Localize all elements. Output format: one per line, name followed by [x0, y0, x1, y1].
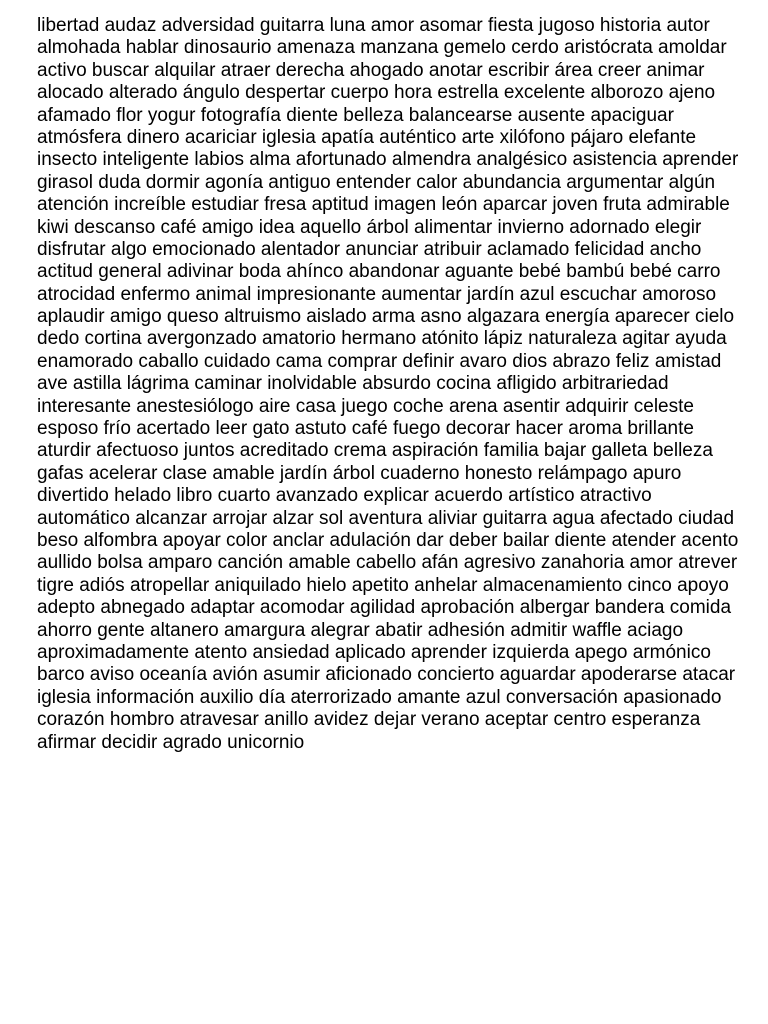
text-line: dedo cortina avergonzado amatorio hermano atónito lápiz naturaleza agitar ayuda [37, 328, 727, 350]
text-line: almohada hablar dinosaurio amenaza manzana gemelo cerdo aristócrata amoldar [37, 37, 727, 59]
text-line: beso alfombra apoyar color anclar adulación dar deber bailar diente atender acento [37, 529, 739, 551]
text-line: disfrutar algo emocionado alentador anunciar atribuir aclamado felicidad ancho [37, 238, 702, 260]
text-line: aullido bolsa amparo canción amable cabello afán agresivo zanahoria amor atrever [37, 552, 738, 574]
text-line: actitud general adivinar boda ahínco abandonar aguante bebé bambú bebé carro [37, 261, 721, 283]
text-line: aturdir afectuoso juntos acreditado crema aspiración familia bajar galleta belleza [37, 440, 713, 462]
text-line: automático alcanzar arrojar alzar sol aventura aliviar guitarra agua afectado ciudad [37, 507, 735, 529]
text-line: divertido helado libro cuarto avanzado explicar acuerdo artístico atractivo [37, 485, 652, 507]
text-line: atención increíble estudiar fresa aptitud imagen león aparcar joven fruta admirable [37, 194, 730, 216]
text-line: tigre adiós atropellar aniquilado hielo apetito anhelar almacenamiento cinco apoyo [37, 574, 729, 596]
text-line: alocado alterado ángulo despertar cuerpo hora estrella excelente alborozo ajeno [37, 82, 716, 104]
text-line: gafas acelerar clase amable jardín árbol cuaderno honesto relámpago apuro [37, 462, 682, 484]
text-line: libertad audaz adversidad guitarra luna amor asomar fiesta jugoso historia autor [37, 15, 710, 36]
text-line: aproximadamente atento ansiedad aplicado aprender izquierda apego armónico [37, 641, 711, 663]
text-line: corazón hombro atravesar anillo avidez dejar verano aceptar centro esperanza [37, 709, 701, 731]
text-line: atrocidad enfermo animal impresionante aumentar jardín azul escuchar amoroso [37, 283, 717, 305]
text-line: ave astilla lágrima caminar inolvidable absurdo cocina afligido arbitrariedad [37, 373, 669, 395]
text-line: ahorro gente altanero amargura alegrar abatir adhesión admitir waffle aciago [37, 619, 684, 641]
text-line: atmósfera dinero acariciar iglesia apatía auténtico arte xilófono pájaro elefante [37, 126, 697, 148]
text-line: iglesia información auxilio día aterrorizado amante azul conversación apasionado [37, 686, 722, 708]
text-line: afamado flor yogur fotografía diente belleza balancearse ausente apaciguar [37, 104, 674, 126]
text-line: interesante anestesiólogo aire casa juego coche arena asentir adquirir celeste [37, 395, 694, 417]
text-line: activo buscar alquilar atraer derecha ahogado anotar escribir área creer animar [37, 59, 705, 81]
text-line: barco aviso oceanía avión asumir aficionado concierto aguardar apoderarse atacar [37, 664, 736, 686]
text-line: girasol duda dormir agonía antiguo entender calor abundancia argumentar algún [37, 171, 716, 193]
word-list-text [37, 15, 768, 754]
text-line: adepto abnegado adaptar acomodar agilidad aprobación albergar bandera comida [37, 597, 732, 619]
text-line: kiwi descanso café amigo idea aquello árbol alimentar invierno adornado elegir [37, 216, 702, 238]
text-line: aplaudir amigo queso altruismo aislado arma asno algazara energía aparecer cielo [37, 306, 735, 328]
text-line: esposo frío acertado leer gato astuto café fuego decorar hacer aroma brillante [37, 418, 694, 440]
text-line: afirmar decidir agrado unicornio [37, 731, 305, 753]
text-line: enamorado caballo cuidado cama comprar definir avaro dios abrazo feliz amistad [37, 350, 722, 372]
text-line: insecto inteligente labios alma afortunado almendra analgésico asistencia aprender [37, 149, 739, 171]
